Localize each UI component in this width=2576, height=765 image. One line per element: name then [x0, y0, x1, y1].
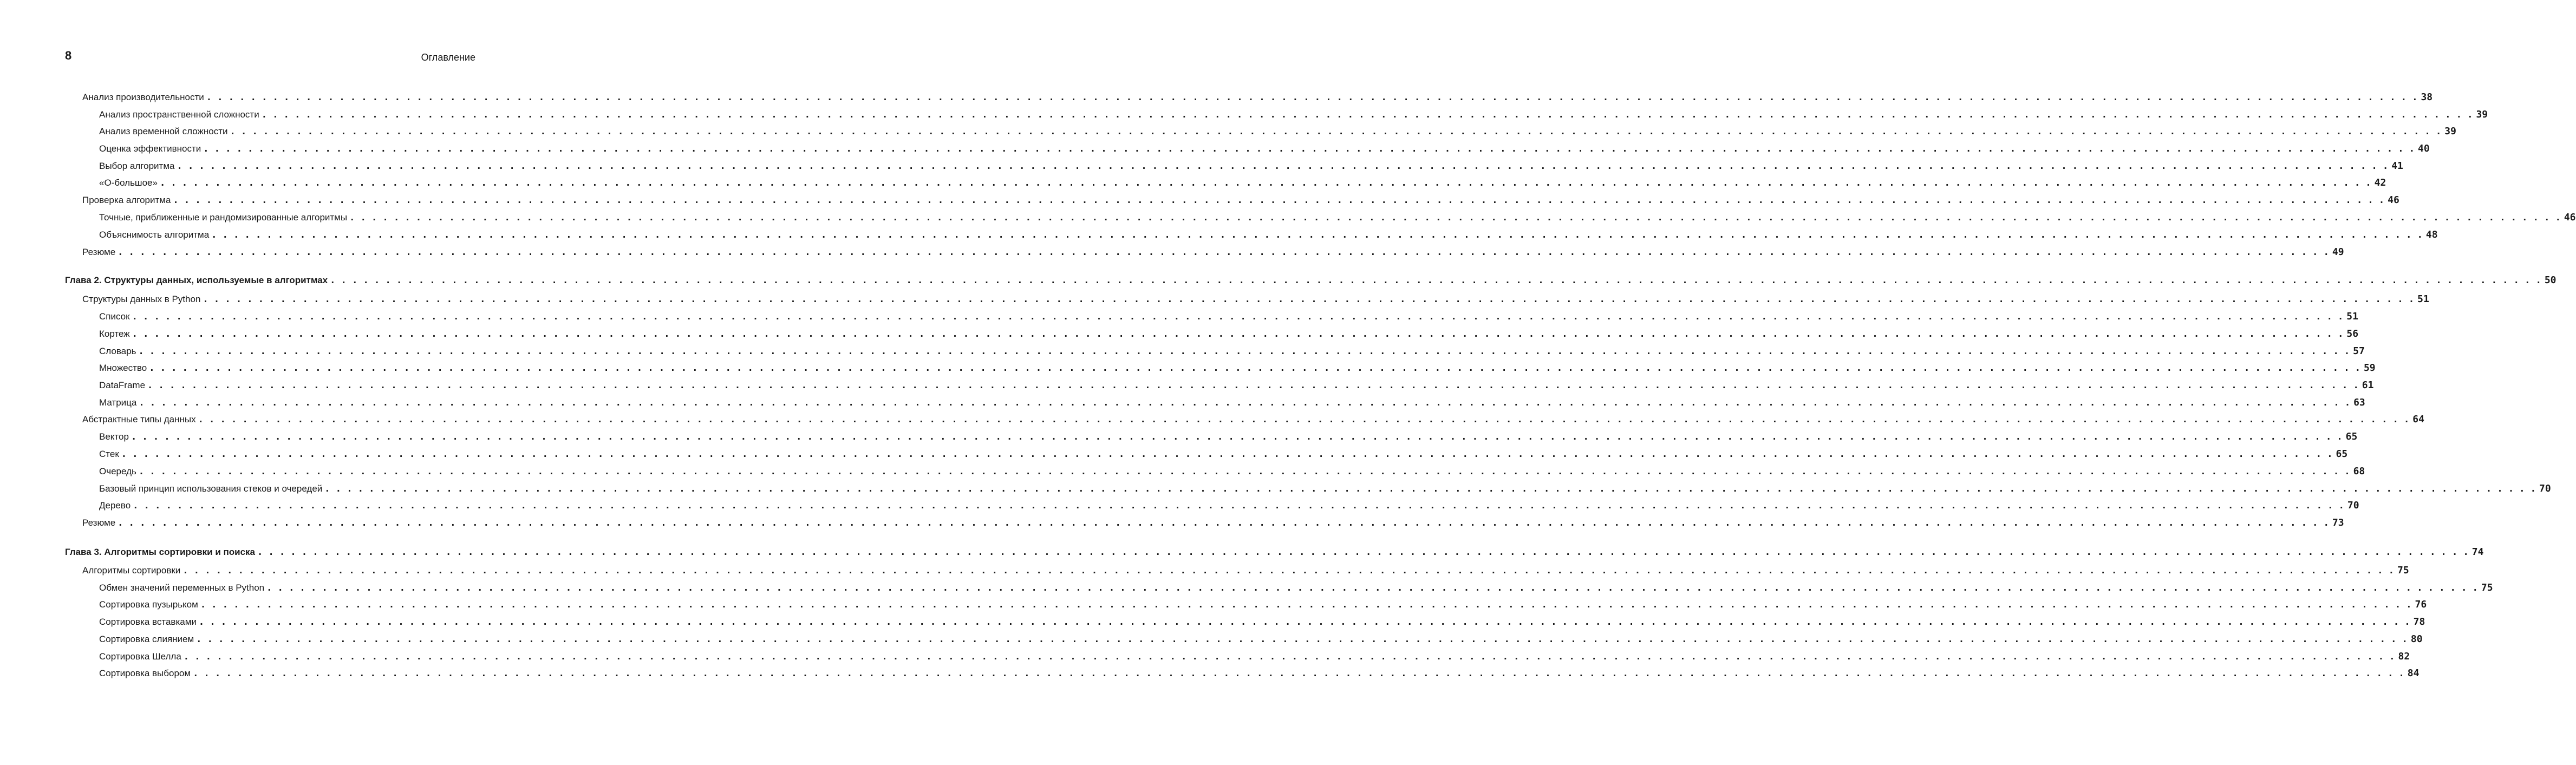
toc-entry-label: Словарь — [99, 346, 136, 356]
dot-leader: . . . . . . . . . . . . . . . . . . . . . . . . . . . . . . . . . . . . . . . . . . . . . . . . . . . . . . . . . . . . . . . . . . . . . . . . . . . . . . . . . . . . . . . . . . . . . . . . . . . . . . . . . . . . . . . . . . . . . . . . . . . . . . . . . . . . . . . . . . . . . . . . . . . . . . . . . . . . . . . . . . . . . . . . . . . . . . . . . . . . . . . . . . . . . . . . . . . . . . . . — [266, 583, 2478, 593]
toc-entry-page: 70 — [2347, 500, 2359, 511]
dot-leader: . . . . . . . . . . . . . . . . . . . . . . . . . . . . . . . . . . . . . . . . . . . . . . . . . . . . . . . . . . . . . . . . . . . . . . . . . . . . . . . . . . . . . . . . . . . . . . . . . . . . . . . . . . . . . . . . . . . . . . . . . . . . . . . . . . . . . . . . . . . . . . . . . . . . . . . . . . . . . . . . . . . . . . . . . . . . . . . . . . . . . . . . . . . . . . . . . . . . . . . . — [177, 161, 2389, 172]
toc-entry-label: Обмен значений переменных в Python — [99, 583, 265, 593]
toc-subsection-entry — [99, 344, 2365, 359]
toc-entry-label: Оценка эффективности — [99, 143, 201, 154]
toc-subsection-entry — [99, 464, 2365, 479]
toc-subsection-entry — [99, 227, 2438, 243]
dot-leader: . . . . . . . . . . . . . . . . . . . . . . . . . . . . . . . . . . . . . . . . . . . . . . . . . . . . . . . . . . . . . . . . . . . . . . . . . . . . . . . . . . . . . . . . . . . . . . . . . . . . . . . . . . . . . . . . . . . . . . . . . . . . . . . . . . . . . . . . . . . . . . . . . . . . . . . . . . . . . . . . . . . . . . . . . . . . . . . . . . . . . . . . . . . . . . . . . . . . . . . . — [196, 634, 2408, 645]
dot-leader: . . . . . . . . . . . . . . . . . . . . . . . . . . . . . . . . . . . . . . . . . . . . . . . . . . . . . . . . . . . . . . . . . . . . . . . . . . . . . . . . . . . . . . . . . . . . . . . . . . . . . . . . . . . . . . . . . . . . . . . . . . . . . . . . . . . . . . . . . . . . . . . . . . . . . . . . . . . . . . . . . . . . . . . . . . . . . . . . . . . . . . . . . . . . . . . . . . . . . . . . — [193, 668, 2404, 679]
dot-leader: . . . . . . . . . . . . . . . . . . . . . . . . . . . . . . . . . . . . . . . . . . . . . . . . . . . . . . . . . . . . . . . . . . . . . . . . . . . . . . . . . . . . . . . . . . . . . . . . . . . . . . . . . . . . . . . . . . . . . . . . . . . . . . . . . . . . . . . . . . . . . . . . . . . . . . . . . . . . . . . . . . . . . . . . . . . . . . . . . . . . . . . . . . . . . . . . . . . . . . . . — [147, 380, 2359, 391]
toc-entry-page: 73 — [2332, 517, 2344, 528]
toc-subsection-entry — [99, 395, 2365, 410]
toc-entry-page: 82 — [2398, 651, 2410, 662]
dot-leader: . . . . . . . . . . . . . . . . . . . . . . . . . . . . . . . . . . . . . . . . . . . . . . . . . . . . . . . . . . . . . . . . . . . . . . . . . . . . . . . . . . . . . . . . . . . . . . . . . . . . . . . . . . . . . . . . . . . . . . . . . . . . . . . . . . . . . . . . . . . . . . . . . . . . . . . . . . . . . . . . . . . . . . . . . . . . . . . . . . . . . . . . . . . . . . . . . . . . . . . . — [198, 617, 2410, 627]
toc-entry-page: 46 — [2564, 212, 2576, 223]
toc-entry-page: 48 — [2425, 229, 2438, 240]
toc-entry-label: Сортировка вставками — [99, 617, 197, 627]
toc-entry-label: Объяснимость алгоритма — [99, 230, 210, 240]
toc-entry-label: Вектор — [99, 431, 129, 442]
toc-entry-label: Глава 3. Алгоритмы сортировки и поиска — [65, 547, 256, 557]
toc-subsection-entry — [99, 378, 2374, 393]
toc-entry-page: 74 — [2471, 546, 2484, 558]
dot-leader: . . . . . . . . . . . . . . . . . . . . . . . . . . . . . . . . . . . . . . . . . . . . . . . . . . . . . . . . . . . . . . . . . . . . . . . . . . . . . . . . . . . . . . . . . . . . . . . . . . . . . . . . . . . . . . . . . . . . . . . . . . . . . . . . . . . . . . . . . . . . . . . . . . . . . . . . . . . . . . . . . . . . . . . . . . . . . . . . . . . . . . . . . . . . . . . . . . . . . . . . — [211, 230, 2423, 240]
toc-entry-page: 80 — [2410, 633, 2423, 645]
toc-entry-label: Алгоритмы сортировки — [82, 565, 181, 576]
toc-subsection-entry — [99, 361, 2376, 376]
toc-entry-page: 51 — [2417, 293, 2429, 305]
toc-entry-page: 42 — [2374, 177, 2386, 188]
toc-entry-page: 64 — [2412, 414, 2424, 425]
toc-entry-label: Точные, приближенные и рандомизированные алгоритмы — [99, 212, 348, 223]
dot-leader: . . . . . . . . . . . . . . . . . . . . . . . . . . . . . . . . . . . . . . . . . . . . . . . . . . . . . . . . . . . . . . . . . . . . . . . . . . . . . . . . . . . . . . . . . . . . . . . . . . . . . . . . . . . . . . . . . . . . . . . . . . . . . . . . . . . . . . . . . . . . . . . . . . . . . . . . . . . . . . . . . . . . . . . . . . . . . . . . . . . . . . . . . . . . . . . . . . . . . . . . — [324, 483, 2536, 494]
running-head: Оглавление — [421, 52, 475, 63]
toc-subsection-entry — [99, 481, 2551, 496]
toc-entry-label: Дерево — [99, 500, 131, 511]
toc-entry-page: 39 — [2444, 126, 2456, 137]
toc-entry-page: 78 — [2413, 616, 2425, 627]
toc-section-entry — [82, 515, 2344, 531]
toc-entry-page: 84 — [2407, 668, 2420, 679]
toc-entry-label: Сортировка выбором — [99, 668, 191, 678]
toc-entry-label: Резюме — [82, 518, 116, 528]
toc-entry-page: 65 — [2345, 431, 2358, 442]
dot-leader: . . . . . . . . . . . . . . . . . . . . . . . . . . . . . . . . . . . . . . . . . . . . . . . . . . . . . . . . . . . . . . . . . . . . . . . . . . . . . . . . . . . . . . . . . . . . . . . . . . . . . . . . . . . . . . . . . . . . . . . . . . . . . . . . . . . . . . . . . . . . . . . . . . . . . . . . . . . . . . . . . . . . . . . . . . . . . . . . . . . . . . . . . . . . . . . . . . . . . . . . — [133, 500, 2344, 511]
dot-leader: . . . . . . . . . . . . . . . . . . . . . . . . . . . . . . . . . . . . . . . . . . . . . . . . . . . . . . . . . . . . . . . . . . . . . . . . . . . . . . . . . . . . . . . . . . . . . . . . . . . . . . . . . . . . . . . . . . . . . . . . . . . . . . . . . . . . . . . . . . . . . . . . . . . . . . . . . . . . . . . . . . . . . . . . . . . . . . . . . . . . . . . . . . . . . . . . . . . . . . . . — [349, 212, 2561, 223]
dot-leader: . . . . . . . . . . . . . . . . . . . . . . . . . . . . . . . . . . . . . . . . . . . . . . . . . . . . . . . . . . . . . . . . . . . . . . . . . . . . . . . . . . . . . . . . . . . . . . . . . . . . . . . . . . . . . . . . . . . . . . . . . . . . . . . . . . . . . . . . . . . . . . . . . . . . . . . . . . . . . . . . . . . . . . . . . . . . . . . . . . . . . . . . . . . . . . . . . . . . . . . . — [118, 247, 2329, 258]
toc-entry-label: Сортировка слиянием — [99, 634, 194, 644]
dot-leader: . . . . . . . . . . . . . . . . . . . . . . . . . . . . . . . . . . . . . . . . . . . . . . . . . . . . . . . . . . . . . . . . . . . . . . . . . . . . . . . . . . . . . . . . . . . . . . . . . . . . . . . . . . . . . . . . . . . . . . . . . . . . . . . . . . . . . . . . . . . . . . . . . . . . . . . . . . . . . . . . . . . . . . . . . . . . . . . . . . . . . . . . . . . . . . . . . . . . . . . . — [139, 397, 2351, 408]
toc-subsection-entry — [99, 124, 2456, 139]
toc-entry-label: Список — [99, 311, 130, 322]
toc-subsection-entry — [99, 649, 2410, 664]
toc-entry-page: 70 — [2539, 483, 2551, 494]
toc-section-entry — [82, 292, 2429, 307]
dot-leader: . . . . . . . . . . . . . . . . . . . . . . . . . . . . . . . . . . . . . . . . . . . . . . . . . . . . . . . . . . . . . . . . . . . . . . . . . . . . . . . . . . . . . . . . . . . . . . . . . . . . . . . . . . . . . . . . . . . . . . . . . . . . . . . . . . . . . . . . . . . . . . . . . . . . . . . . . . . . . . . . . . . . . . . . . . . . . . . . . . . . . . . . . . . . . . . . . . . . . . . . — [132, 329, 2344, 339]
toc-entry-page: 56 — [2346, 328, 2359, 339]
dot-leader: . . . . . . . . . . . . . . . . . . . . . . . . . . . . . . . . . . . . . . . . . . . . . . . . . . . . . . . . . . . . . . . . . . . . . . . . . . . . . . . . . . . . . . . . . . . . . . . . . . . . . . . . . . . . . . . . . . . . . . . . . . . . . . . . . . . . . . . . . . . . . . . . . . . . . . . . . . . . . . . . . . . . . . . . . . . . . . . . . . . . . . . . . . . . . . . . . . . . . . . . — [257, 547, 2469, 558]
toc-entry-page: 59 — [2363, 362, 2376, 374]
toc-subsection-entry — [99, 429, 2358, 444]
toc-chapter-entry — [65, 273, 2557, 288]
dot-leader: . . . . . . . . . . . . . . . . . . . . . . . . . . . . . . . . . . . . . . . . . . . . . . . . . . . . . . . . . . . . . . . . . . . . . . . . . . . . . . . . . . . . . . . . . . . . . . . . . . . . . . . . . . . . . . . . . . . . . . . . . . . . . . . . . . . . . . . . . . . . . . . . . . . . . . . . . . . . . . . . . . . . . . . . . . . . . . . . . . . . . . . . . . . . . . . . . . . . . . . . — [200, 599, 2412, 610]
dot-leader: . . . . . . . . . . . . . . . . . . . . . . . . . . . . . . . . . . . . . . . . . . . . . . . . . . . . . . . . . . . . . . . . . . . . . . . . . . . . . . . . . . . . . . . . . . . . . . . . . . . . . . . . . . . . . . . . . . . . . . . . . . . . . . . . . . . . . . . . . . . . . . . . . . . . . . . . . . . . . . . . . . . . . . . . . . . . . . . . . . . . . . . . . . . . . . . . . . . . . . . . — [138, 466, 2350, 477]
toc-entry-page: 57 — [2353, 345, 2365, 357]
toc-entry-label: Глава 2. Структуры данных, используемые в алгоритмах — [65, 275, 328, 285]
toc-entry-label: «О-большое» — [99, 178, 158, 188]
dot-leader: . . . . . . . . . . . . . . . . . . . . . . . . . . . . . . . . . . . . . . . . . . . . . . . . . . . . . . . . . . . . . . . . . . . . . . . . . . . . . . . . . . . . . . . . . . . . . . . . . . . . . . . . . . . . . . . . . . . . . . . . . . . . . . . . . . . . . . . . . . . . . . . . . . . . . . . . . . . . . . . . . . . . . . . . . . . . . . . . . . . . . . . . . . . . . . . . . . . . . . . . — [149, 363, 2360, 374]
toc-subsection-entry — [99, 107, 2488, 122]
toc-entry-page: 75 — [2481, 582, 2493, 593]
dot-leader: . . . . . . . . . . . . . . . . . . . . . . . . . . . . . . . . . . . . . . . . . . . . . . . . . . . . . . . . . . . . . . . . . . . . . . . . . . . . . . . . . . . . . . . . . . . . . . . . . . . . . . . . . . . . . . . . . . . . . . . . . . . . . . . . . . . . . . . . . . . . . . . . . . . . . . . . . . . . . . . . . . . . . . . . . . . . . . . . . . . . . . . . . . . . . . . . . . . . . . . . — [118, 518, 2329, 528]
toc-entry-label: Сортировка Шелла — [99, 651, 181, 662]
toc-entry-label: Сортировка пузырьком — [99, 599, 198, 610]
dot-leader: . . . . . . . . . . . . . . . . . . . . . . . . . . . . . . . . . . . . . . . . . . . . . . . . . . . . . . . . . . . . . . . . . . . . . . . . . . . . . . . . . . . . . . . . . . . . . . . . . . . . . . . . . . . . . . . . . . . . . . . . . . . . . . . . . . . . . . . . . . . . . . . . . . . . . . . . . . . . . . . . . . . . . . . . . . . . . . . . . . . . . . . . . . . . . . . . . . . . . . . . — [230, 126, 2442, 137]
toc-section-entry — [82, 193, 2399, 208]
toc-entry-page: 63 — [2353, 397, 2365, 408]
toc-entry-label: Базовый принцип использования стеков и очередей — [99, 483, 323, 494]
toc-entry-label: Очередь — [99, 466, 136, 476]
dot-leader: . . . . . . . . . . . . . . . . . . . . . . . . . . . . . . . . . . . . . . . . . . . . . . . . . . . . . . . . . . . . . . . . . . . . . . . . . . . . . . . . . . . . . . . . . . . . . . . . . . . . . . . . . . . . . . . . . . . . . . . . . . . . . . . . . . . . . . . . . . . . . . . . . . . . . . . . . . . . . . . . . . . . . . . . . . . . . . . . . . . . . . . . . . . . . . . . . . . . . . . . — [261, 109, 2473, 120]
toc-entry-page: 41 — [2391, 160, 2403, 172]
toc-subsection-entry — [99, 580, 2493, 596]
toc-entry-label: DataFrame — [99, 380, 146, 390]
toc-subsection-entry — [99, 326, 2359, 342]
dot-leader: . . . . . . . . . . . . . . . . . . . . . . . . . . . . . . . . . . . . . . . . . . . . . . . . . . . . . . . . . . . . . . . . . . . . . . . . . . . . . . . . . . . . . . . . . . . . . . . . . . . . . . . . . . . . . . . . . . . . . . . . . . . . . . . . . . . . . . . . . . . . . . . . . . . . . . . . . . . . . . . . . . . . . . . . . . . . . . . . . . . . . . . . . . . . . . . . . . . . . . . . — [132, 311, 2344, 322]
toc-subsection-entry — [99, 498, 2359, 513]
toc-entry-page: 65 — [2336, 448, 2348, 460]
toc-entry-label: Анализ временной сложности — [99, 126, 228, 136]
toc-entry-label: Кортеж — [99, 329, 130, 339]
toc-subsection-entry — [99, 447, 2348, 462]
toc-entry-label: Анализ производительности — [82, 92, 204, 102]
toc-entry-page: 76 — [2415, 599, 2427, 610]
toc-entry-page: 68 — [2353, 466, 2365, 477]
toc-entry-page: 39 — [2476, 109, 2488, 120]
toc-entry-page: 46 — [2388, 194, 2399, 206]
toc-entry-label: Выбор алгоритма — [99, 161, 175, 171]
page-number: 8 — [65, 49, 72, 62]
dot-leader: . . . . . . . . . . . . . . . . . . . . . . . . . . . . . . . . . . . . . . . . . . . . . . . . . . . . . . . . . . . . . . . . . . . . . . . . . . . . . . . . . . . . . . . . . . . . . . . . . . . . . . . . . . . . . . . . . . . . . . . . . . . . . . . . . . . . . . . . . . . . . . . . . . . . . . . . . . . . . . . . . . . . . . . . . . . . . . . . . . . . . . . . . . . . . . . . . . . . . . . . — [203, 294, 2415, 305]
dot-leader: . . . . . . . . . . . . . . . . . . . . . . . . . . . . . . . . . . . . . . . . . . . . . . . . . . . . . . . . . . . . . . . . . . . . . . . . . . . . . . . . . . . . . . . . . . . . . . . . . . . . . . . . . . . . . . . . . . . . . . . . . . . . . . . . . . . . . . . . . . . . . . . . . . . . . . . . . . . . . . . . . . . . . . . . . . . . . . . . . . . . . . . . . . . . . . . . . . . . . . . . — [173, 195, 2385, 206]
toc-entry-page: 61 — [2362, 380, 2374, 391]
toc-subsection-entry — [99, 141, 2430, 156]
toc-subsection-entry — [99, 309, 2358, 324]
toc-entry-label: Структуры данных в Python — [82, 294, 201, 304]
toc-subsection-entry — [99, 597, 2427, 612]
toc-entry-label: Анализ пространственной сложности — [99, 109, 259, 120]
dot-leader: . . . . . . . . . . . . . . . . . . . . . . . . . . . . . . . . . . . . . . . . . . . . . . . . . . . . . . . . . . . . . . . . . . . . . . . . . . . . . . . . . . . . . . . . . . . . . . . . . . . . . . . . . . . . . . . . . . . . . . . . . . . . . . . . . . . . . . . . . . . . . . . . . . . . . . . . . . . . . . . . . . . . . . . . . . . . . . . . . . . . . . . . . . . . . . . . . . . . . . . . — [131, 431, 2343, 442]
toc-entry-label: Проверка алгоритма — [82, 195, 171, 205]
dot-leader: . . . . . . . . . . . . . . . . . . . . . . . . . . . . . . . . . . . . . . . . . . . . . . . . . . . . . . . . . . . . . . . . . . . . . . . . . . . . . . . . . . . . . . . . . . . . . . . . . . . . . . . . . . . . . . . . . . . . . . . . . . . . . . . . . . . . . . . . . . . . . . . . . . . . . . . . . . . . . . . . . . . . . . . . . . . . . . . . . . . . . . . . . . . . . . . . . . . . . . . . — [121, 449, 2333, 460]
toc-subsection-entry — [99, 666, 2420, 681]
dot-leader: . . . . . . . . . . . . . . . . . . . . . . . . . . . . . . . . . . . . . . . . . . . . . . . . . . . . . . . . . . . . . . . . . . . . . . . . . . . . . . . . . . . . . . . . . . . . . . . . . . . . . . . . . . . . . . . . . . . . . . . . . . . . . . . . . . . . . . . . . . . . . . . . . . . . . . . . . . . . . . . . . . . . . . . . . . . . . . . . . . . . . . . . . . . . . . . . . . . . . . . . — [330, 275, 2541, 286]
toc-entry-page: 49 — [2332, 246, 2344, 258]
toc-entry-page: 75 — [2397, 565, 2409, 576]
toc-entry-page: 50 — [2544, 274, 2557, 286]
toc-entry-page: 40 — [2418, 143, 2430, 154]
toc-entry-label: Множество — [99, 363, 147, 373]
toc-entry-page: 38 — [2421, 91, 2433, 103]
toc-entry-label: Стек — [99, 449, 119, 459]
dot-leader: . . . . . . . . . . . . . . . . . . . . . . . . . . . . . . . . . . . . . . . . . . . . . . . . . . . . . . . . . . . . . . . . . . . . . . . . . . . . . . . . . . . . . . . . . . . . . . . . . . . . . . . . . . . . . . . . . . . . . . . . . . . . . . . . . . . . . . . . . . . . . . . . . . . . . . . . . . . . . . . . . . . . . . . . . . . . . . . . . . . . . . . . . . . . . . . . . . . . . . . . — [206, 92, 2418, 103]
toc-subsection-entry — [99, 632, 2423, 647]
dot-leader: . . . . . . . . . . . . . . . . . . . . . . . . . . . . . . . . . . . . . . . . . . . . . . . . . . . . . . . . . . . . . . . . . . . . . . . . . . . . . . . . . . . . . . . . . . . . . . . . . . . . . . . . . . . . . . . . . . . . . . . . . . . . . . . . . . . . . . . . . . . . . . . . . . . . . . . . . . . . . . . . . . . . . . . . . . . . . . . . . . . . . . . . . . . . . . . . . . . . . . . . — [183, 651, 2395, 662]
toc-entry-page: 51 — [2346, 311, 2358, 322]
dot-leader: . . . . . . . . . . . . . . . . . . . . . . . . . . . . . . . . . . . . . . . . . . . . . . . . . . . . . . . . . . . . . . . . . . . . . . . . . . . . . . . . . . . . . . . . . . . . . . . . . . . . . . . . . . . . . . . . . . . . . . . . . . . . . . . . . . . . . . . . . . . . . . . . . . . . . . . . . . . . . . . . . . . . . . . . . . . . . . . . . . . . . . . . . . . . . . . . . . . . . . . . — [159, 178, 2371, 188]
toc-subsection-entry — [99, 159, 2403, 174]
toc-section-entry — [82, 563, 2409, 578]
toc-section-entry — [82, 245, 2344, 260]
toc-section-entry — [82, 90, 2433, 105]
dot-leader: . . . . . . . . . . . . . . . . . . . . . . . . . . . . . . . . . . . . . . . . . . . . . . . . . . . . . . . . . . . . . . . . . . . . . . . . . . . . . . . . . . . . . . . . . . . . . . . . . . . . . . . . . . . . . . . . . . . . . . . . . . . . . . . . . . . . . . . . . . . . . . . . . . . . . . . . . . . . . . . . . . . . . . . . . . . . . . . . . . . . . . . . . . . . . . . . . . . . . . . . — [138, 346, 2350, 357]
toc-entry-label: Абстрактные типы данных — [82, 414, 196, 424]
toc-section-entry — [82, 412, 2424, 427]
dot-leader: . . . . . . . . . . . . . . . . . . . . . . . . . . . . . . . . . . . . . . . . . . . . . . . . . . . . . . . . . . . . . . . . . . . . . . . . . . . . . . . . . . . . . . . . . . . . . . . . . . . . . . . . . . . . . . . . . . . . . . . . . . . . . . . . . . . . . . . . . . . . . . . . . . . . . . . . . . . . . . . . . . . . . . . . . . . . . . . . . . . . . . . . . . . . . . . . . . . . . . . . — [198, 414, 2410, 425]
toc-subsection-entry — [99, 175, 2386, 191]
toc-entry-label: Матрица — [99, 397, 137, 408]
toc-subsection-entry — [99, 210, 2576, 225]
dot-leader: . . . . . . . . . . . . . . . . . . . . . . . . . . . . . . . . . . . . . . . . . . . . . . . . . . . . . . . . . . . . . . . . . . . . . . . . . . . . . . . . . . . . . . . . . . . . . . . . . . . . . . . . . . . . . . . . . . . . . . . . . . . . . . . . . . . . . . . . . . . . . . . . . . . . . . . . . . . . . . . . . . . . . . . . . . . . . . . . . . . . . . . . . . . . . . . . . . . . . . . . — [203, 143, 2415, 154]
toc-entry-label: Резюме — [82, 247, 116, 257]
toc-subsection-entry — [99, 614, 2425, 630]
toc-chapter-entry — [65, 545, 2484, 560]
dot-leader: . . . . . . . . . . . . . . . . . . . . . . . . . . . . . . . . . . . . . . . . . . . . . . . . . . . . . . . . . . . . . . . . . . . . . . . . . . . . . . . . . . . . . . . . . . . . . . . . . . . . . . . . . . . . . . . . . . . . . . . . . . . . . . . . . . . . . . . . . . . . . . . . . . . . . . . . . . . . . . . . . . . . . . . . . . . . . . . . . . . . . . . . . . . . . . . . . . . . . . . . — [182, 565, 2395, 576]
